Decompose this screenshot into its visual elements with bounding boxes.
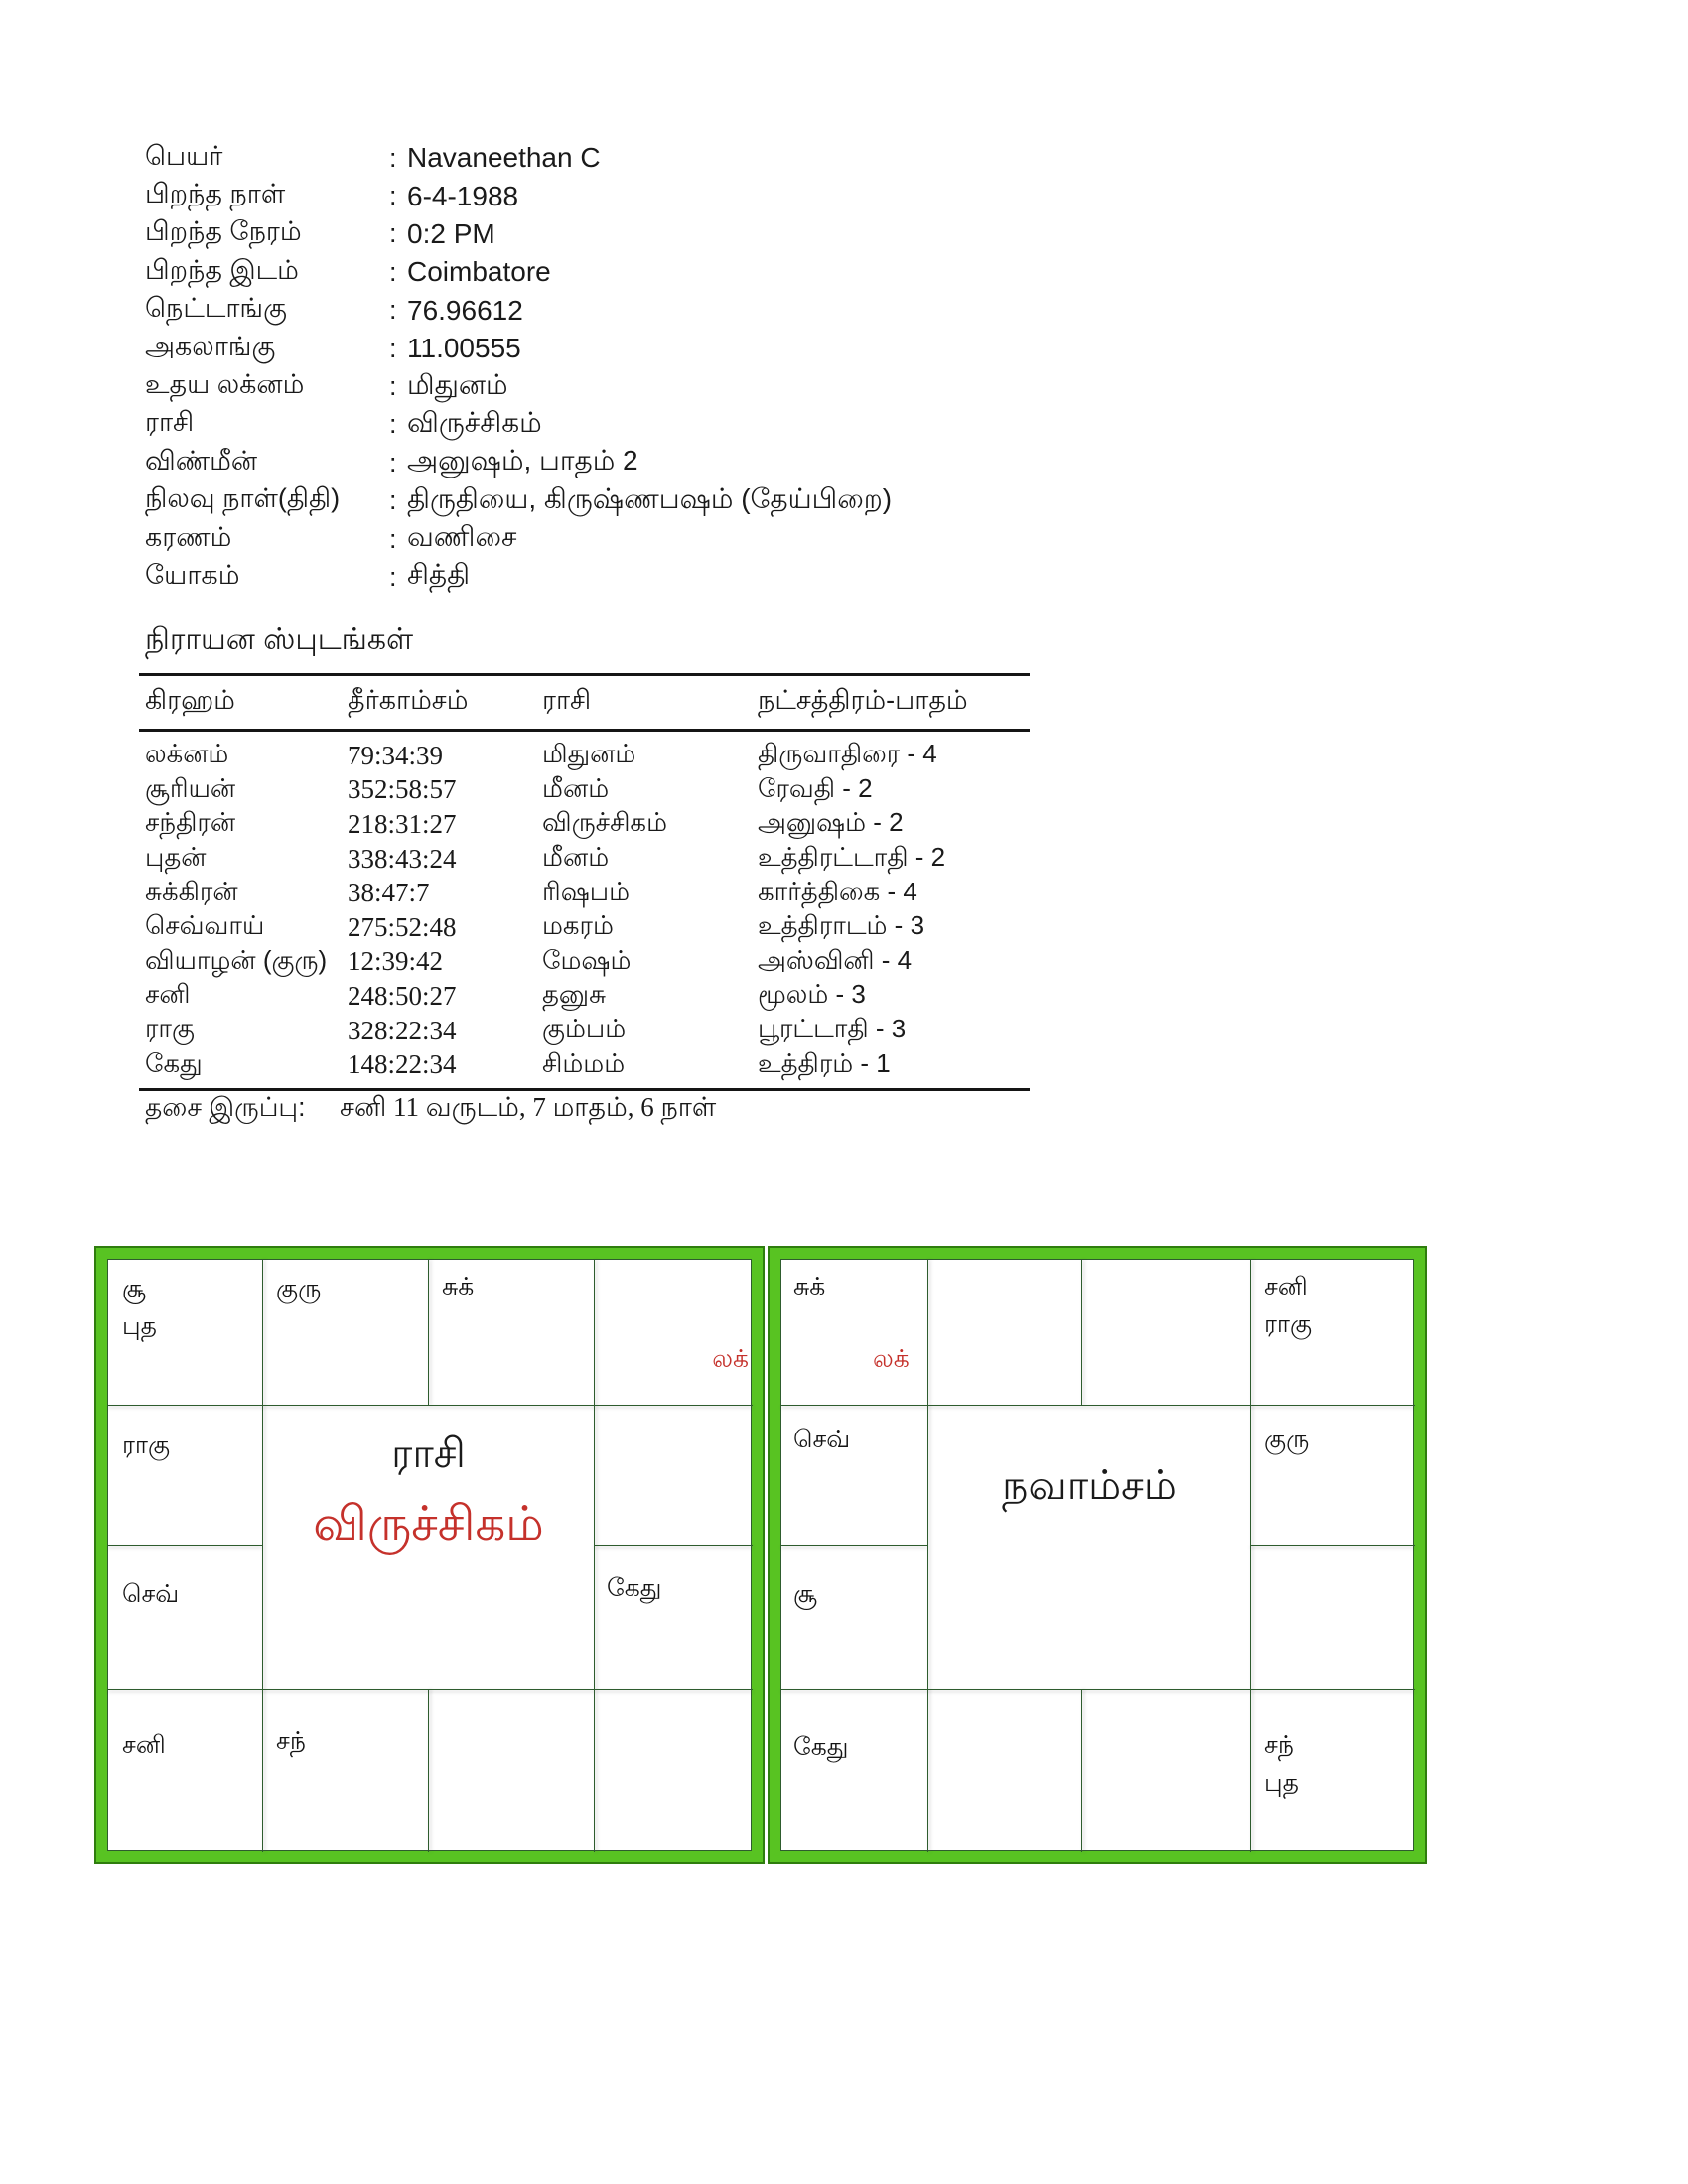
info-colon: : xyxy=(389,256,397,287)
table-cell: 338:43:24 xyxy=(348,843,457,874)
chart-center xyxy=(928,1405,1250,1689)
table-cell: சுக்கிரன் xyxy=(145,876,238,906)
table-cell: பூரட்டாதி - 3 xyxy=(758,1014,907,1044)
table-cell: உத்திராடம் - 3 xyxy=(758,910,925,941)
dasa-balance-row xyxy=(145,1092,716,1127)
info-value: சித்தி xyxy=(407,559,471,591)
table-cell: 79:34:39 xyxy=(348,740,444,770)
planet-label: ராகு xyxy=(122,1432,171,1459)
table-cell: சனி xyxy=(145,979,191,1010)
table-row xyxy=(145,739,1030,773)
table-row xyxy=(145,807,1030,842)
grid-line xyxy=(594,1545,753,1546)
info-value: விருச்சிகம் xyxy=(407,406,542,438)
info-label: நிலவு நாள்(திதி) xyxy=(145,483,341,514)
table-cell: புதன் xyxy=(145,842,207,873)
info-row xyxy=(145,367,1039,405)
table-cell: கும்பம் xyxy=(542,1014,627,1044)
table-cell: 328:22:34 xyxy=(348,1015,457,1045)
chart-cell-aquarius xyxy=(793,1421,850,1458)
chart-title: நவாம்சம் xyxy=(1002,1462,1177,1508)
table-cell: ரிஷபம் xyxy=(542,876,631,906)
info-colon: : xyxy=(389,485,397,516)
chart-title: ராசி xyxy=(391,1431,466,1476)
planet-label: சுக் xyxy=(442,1273,475,1300)
table-cell: சூரியன் xyxy=(145,772,236,803)
info-value: 11.00555 xyxy=(407,333,521,364)
chart-cell-virgo xyxy=(1264,1726,1299,1802)
info-colon: : xyxy=(389,371,397,402)
table-body xyxy=(139,732,1030,1088)
table-cell: லக்னம் xyxy=(145,739,229,769)
info-colon: : xyxy=(389,409,397,440)
chart-cell-pisces xyxy=(793,1268,825,1305)
info-value: Coimbatore xyxy=(407,256,551,288)
table-cell: கார்த்திகை - 4 xyxy=(758,876,917,906)
table-cell: மூலம் - 3 xyxy=(758,979,866,1010)
table-cell: உத்திரம் - 1 xyxy=(758,1047,891,1078)
info-label: அகலாங்கு xyxy=(145,331,276,361)
info-colon: : xyxy=(389,561,397,592)
rasi-chart xyxy=(96,1248,763,1862)
planet-label: சனி xyxy=(122,1731,166,1759)
info-label: யோகம் xyxy=(145,559,240,590)
info-label: ராசி xyxy=(145,407,195,438)
info-label: நெட்டாங்கு xyxy=(145,293,287,324)
planet-label: புத xyxy=(1264,1769,1299,1797)
dasa-value: சனி 11 வருடம், 7 மாதம், 6 நாள் xyxy=(340,1092,717,1122)
table-cell: 12:39:42 xyxy=(348,946,444,977)
grid-line xyxy=(1081,1260,1082,1405)
table-cell: தனுசு xyxy=(542,979,607,1010)
planet-label: செவ் xyxy=(793,1426,851,1453)
planet-label: சுக் xyxy=(793,1273,826,1300)
info-label: கரணம் xyxy=(145,521,232,552)
info-row xyxy=(145,482,1039,520)
info-value: திருதியை, கிருஷ்ணபஷம் (தேய்பிறை) xyxy=(407,482,893,514)
lagna-label: லக் xyxy=(873,1345,910,1373)
table-cell: ராகு xyxy=(145,1014,195,1044)
table-header-cell: நட்சத்திரம்-பாதம் xyxy=(758,685,968,715)
lagna-label: லக் xyxy=(712,1345,749,1373)
table-cell: வியாழன் (குரு) xyxy=(145,944,328,975)
table-cell: மேஷம் xyxy=(542,944,632,975)
info-value: மிதுனம் xyxy=(407,368,508,400)
planet-label: சந் xyxy=(276,1727,306,1755)
grid-line xyxy=(594,1405,753,1406)
table-cell: மகரம் xyxy=(542,910,614,941)
info-value: 0:2 PM xyxy=(407,217,495,249)
rasi-chart-grid xyxy=(107,1259,752,1851)
grid-line xyxy=(1250,1545,1415,1546)
dasa-label: தசை இருப்பு: xyxy=(145,1092,306,1122)
info-label: பிறந்த இடம் xyxy=(145,254,299,285)
chart-cell-leo xyxy=(607,1570,661,1607)
table-row xyxy=(145,910,1030,945)
chart-cell-capricorn xyxy=(793,1575,817,1613)
section-title: நிராயன ஸ்புடங்கள் xyxy=(145,623,414,656)
chart-cell-scorpio xyxy=(276,1722,306,1760)
info-row xyxy=(145,253,1039,291)
table-cell: 148:22:34 xyxy=(348,1049,457,1080)
table-header-cell: ராசி xyxy=(542,685,592,715)
grid-line xyxy=(1250,1260,1251,1852)
table-cell: உத்திரட்டாதி - 2 xyxy=(758,842,946,873)
table-cell: 352:58:57 xyxy=(348,774,457,805)
grid-line xyxy=(108,1545,262,1546)
table-cell: செவ்வாய் xyxy=(145,910,265,941)
table-row xyxy=(145,842,1030,877)
table-cell: 275:52:48 xyxy=(348,911,457,942)
table-cell: 38:47:7 xyxy=(348,878,430,908)
table-cell: கேது xyxy=(145,1047,203,1078)
planet-label: கேது xyxy=(607,1574,662,1602)
info-row xyxy=(145,292,1039,330)
planet-label: குரு xyxy=(1264,1426,1310,1453)
personal-info-section xyxy=(145,139,1039,597)
info-colon: : xyxy=(389,447,397,478)
chart-cell-gemini xyxy=(1264,1268,1312,1343)
table-cell: விருச்சிகம் xyxy=(542,807,667,838)
table-cell: சிம்மம் xyxy=(542,1047,626,1078)
info-colon: : xyxy=(389,295,397,326)
table-cell: சந்திரன் xyxy=(145,807,236,838)
chart-cell-sagittarius xyxy=(122,1726,166,1764)
info-value: Navaneethan C xyxy=(407,142,601,174)
chart-cell-taurus xyxy=(442,1268,474,1305)
info-label: பிறந்த நாள் xyxy=(145,179,286,209)
planet-label: குரு xyxy=(276,1275,322,1302)
info-colon: : xyxy=(389,333,397,363)
grid-line xyxy=(781,1545,927,1546)
info-colon: : xyxy=(389,142,397,173)
grid-line xyxy=(594,1260,595,1852)
info-row xyxy=(145,330,1039,367)
table-cell: அனுஷம் - 2 xyxy=(758,807,904,838)
planet-positions-table xyxy=(139,673,1030,1091)
planet-label: சூ xyxy=(122,1275,146,1302)
grid-line xyxy=(781,1689,1415,1690)
table-row xyxy=(145,1014,1030,1048)
planet-label: சனி xyxy=(1264,1273,1308,1300)
info-label: பிறந்த நேரம் xyxy=(145,216,302,247)
table-bottom-rule xyxy=(139,1088,1030,1091)
info-row xyxy=(145,215,1039,253)
table-cell: 218:31:27 xyxy=(348,808,457,839)
table-cell: மிதுனம் xyxy=(542,739,636,769)
grid-line xyxy=(428,1689,429,1852)
chart-cell-capricorn xyxy=(122,1575,179,1613)
table-cell: அஸ்வினி - 4 xyxy=(758,944,913,975)
info-value: வணிசை xyxy=(407,521,517,553)
table-cell: மீனம் xyxy=(542,772,610,803)
chart-cell-cancer xyxy=(1264,1421,1309,1458)
info-row xyxy=(145,558,1039,596)
info-label: விண்மீன் xyxy=(145,445,258,476)
planet-label: செவ் xyxy=(122,1580,180,1608)
table-header-cell: தீர்காம்சம் xyxy=(348,685,469,715)
chart-center xyxy=(263,1405,594,1689)
table-row xyxy=(145,876,1030,910)
planet-label: புத xyxy=(122,1312,157,1340)
info-value: 6-4-1988 xyxy=(407,180,519,211)
table-header-row xyxy=(139,676,1030,729)
info-row xyxy=(145,520,1039,558)
info-row xyxy=(145,177,1039,214)
info-row xyxy=(145,406,1039,444)
info-row xyxy=(145,444,1039,481)
info-label: உதய லக்னம் xyxy=(145,369,305,400)
navamsam-chart xyxy=(770,1248,1425,1862)
grid-line xyxy=(1081,1689,1082,1852)
planet-label: ராகு xyxy=(1264,1310,1313,1338)
info-colon: : xyxy=(389,523,397,554)
grid-line xyxy=(428,1260,429,1405)
info-label: பெயர் xyxy=(145,140,223,171)
table-cell: மீனம் xyxy=(542,842,610,873)
planet-label: கேது xyxy=(793,1733,849,1761)
info-colon: : xyxy=(389,181,397,211)
table-row xyxy=(145,1047,1030,1082)
chart-cell-aries xyxy=(276,1270,321,1307)
info-row xyxy=(145,139,1039,177)
table-cell: ரேவதி - 2 xyxy=(758,772,873,803)
table-row xyxy=(145,945,1030,980)
table-cell: 248:50:27 xyxy=(348,980,457,1011)
chart-cell-pisces xyxy=(122,1270,157,1345)
table-row xyxy=(145,773,1030,808)
chart-cell-sagittarius xyxy=(793,1728,848,1766)
planet-label: சூ xyxy=(793,1580,817,1608)
info-value: அனுஷம், பாதம் 2 xyxy=(407,445,638,477)
info-colon: : xyxy=(389,218,397,249)
navamsam-chart-grid xyxy=(780,1259,1414,1851)
chart-moon-sign: விருச்சிகம் xyxy=(313,1498,544,1551)
planet-label: சந் xyxy=(1264,1731,1294,1759)
grid-line xyxy=(108,1689,753,1690)
table-row xyxy=(145,979,1030,1014)
info-value: 76.96612 xyxy=(407,294,523,326)
grid-line xyxy=(108,1405,262,1406)
table-cell: திருவாதிரை - 4 xyxy=(758,739,937,769)
chart-cell-aquarius xyxy=(122,1427,170,1464)
table-header-cell: கிரஹம் xyxy=(145,685,235,715)
